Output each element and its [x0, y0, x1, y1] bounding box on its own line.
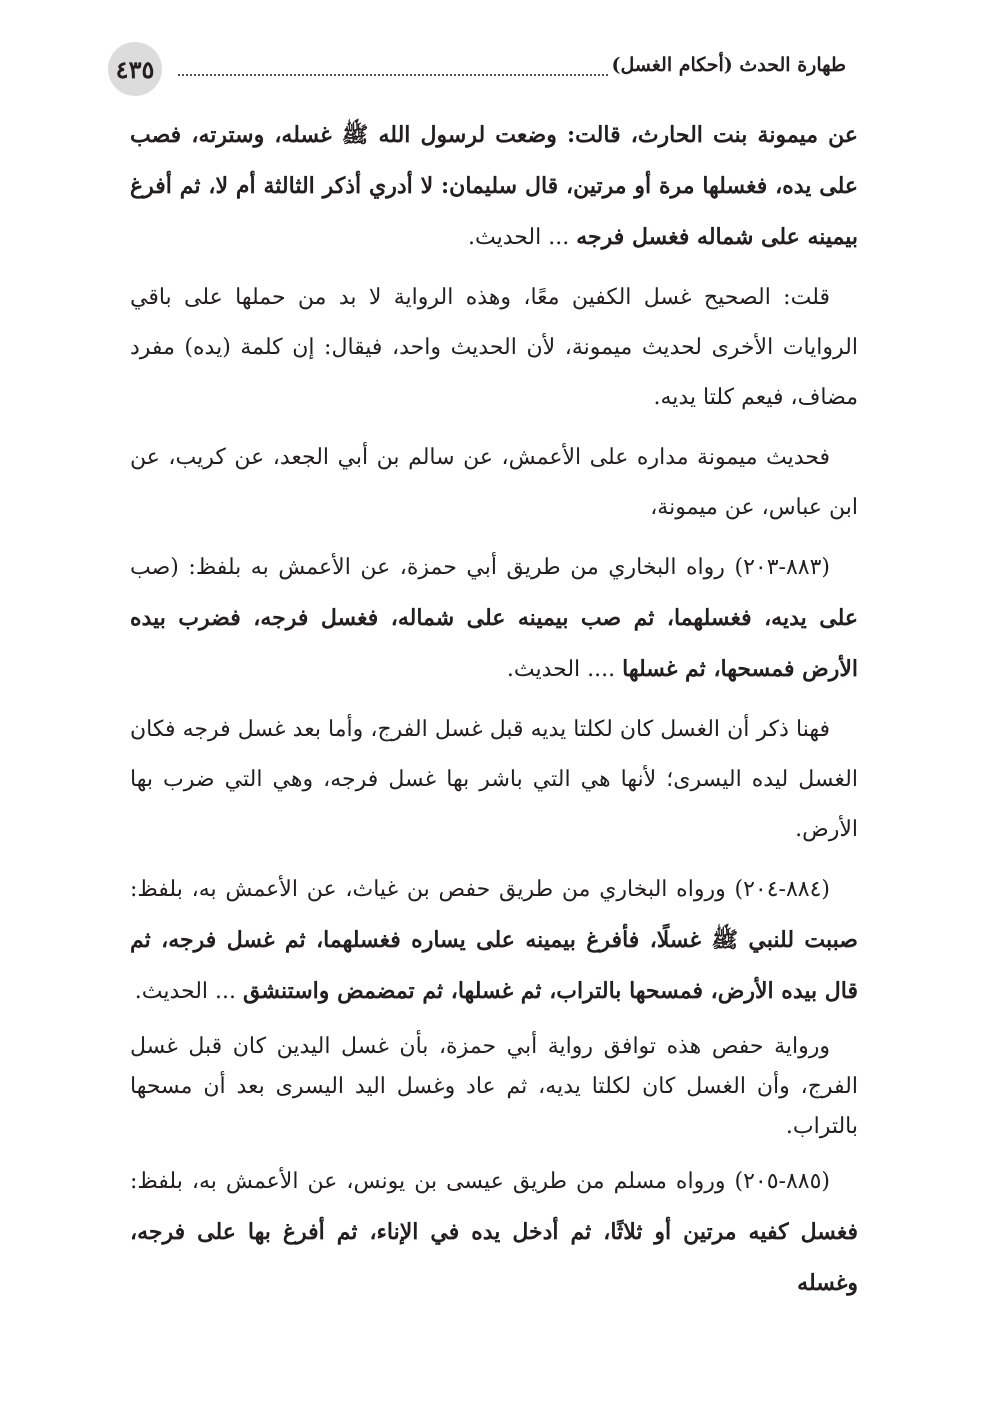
hadith-text: صببت للنبي ﷺ غسلًا، فأفرغ بيمينه على يساره فغسلهما، ثم غسل فرجه، ثم قال بيده الأرض، فمسحها بالتراب، ثم غسلها، ثم تمضمض واستنشق — [130, 927, 858, 1004]
running-title: طهارة الحدث (أحكام الغسل) — [608, 54, 846, 76]
paragraph-text: (٨٨٣-٢٠٣) رواه البخاري من طريق أبي حمزة، عن الأعمش به بلفظ: (صب — [130, 555, 830, 580]
paragraph-tail: ... الحديث. — [134, 979, 236, 1004]
page-header — [108, 42, 846, 98]
paragraph-6 — [130, 865, 858, 1017]
paragraph-text: فحديث ميمونة مداره على الأعمش، عن سالم بن أبي الجعد، عن كريب، عن ابن عباس، عن ميمونة، — [130, 445, 858, 520]
paragraph-tail: .... الحديث. — [506, 657, 616, 682]
hadith-text: عن ميمونة بنت الحارث، قالت: وضعت لرسول الله ﷺ غسله، وسترته، فصب على يده، فغسلها مرة أو مرتين، قال سليمان: لا أدري أذكر الثالثة أم لا، ثم أفرغ بيمينه على شماله فغسل فرجه — [130, 122, 858, 250]
paragraph-8 — [130, 1157, 858, 1309]
paragraph-2 — [130, 273, 858, 423]
paragraph-text: ... الحديث. — [467, 225, 570, 250]
page-number-badge — [108, 42, 162, 96]
paragraph-3 — [130, 433, 858, 533]
paragraph-7 — [130, 1027, 858, 1147]
paragraph-text: ورواية حفص هذه توافق رواية أبي حمزة، بأن غسل اليدين كان قبل غسل الفرج، وأن الغسل كان لكلتا يديه، ثم عاد وغسل اليد اليسرى بعد أن مسحها بالتراب. — [130, 1034, 858, 1139]
hadith-text: على يديه، فغسلهما، ثم صب بيمينه على شماله، فغسل فرجه، فضرب بيده الأرض فمسحها، ثم غسلها — [130, 605, 858, 682]
paragraph-text: قلت: الصحيح غسل الكفين معًا، وهذه الرواية لا بد من حملها على باقي الروايات الأخرى لحديث ميمونة، لأن الحديث واحد، فيقال: إن كلمة (يده) مفرد مضاف، فيعم كلتا يديه. — [130, 285, 858, 410]
page-number: ٤٣٥ — [115, 54, 155, 84]
paragraph-5 — [130, 705, 858, 855]
page-body — [130, 110, 858, 1319]
paragraph-text: (٨٨٤-٢٠٤) ورواه البخاري من طريق حفص بن غياث، عن الأعمش به، بلفظ: — [130, 877, 830, 902]
paragraph-1 — [130, 110, 858, 263]
paragraph-text: فهنا ذكر أن الغسل كان لكلتا يديه قبل غسل الفرج، وأما بعد غسل فرجه فكان الغسل ليده اليسرى؛ لأنها هي التي باشر بها غسل فرجه، وهي التي ضرب بها الأرض. — [130, 717, 858, 842]
hadith-text: فغسل كفيه مرتين أو ثلاثًا، ثم أدخل يده في الإناء، ثم أفرغ بها على فرجه، وغسله — [130, 1219, 858, 1296]
paragraph-4 — [130, 543, 858, 695]
paragraph-text: (٨٨٥-٢٠٥) ورواه مسلم من طريق عيسى بن يونس، عن الأعمش به، بلفظ: — [130, 1169, 830, 1194]
header-dotted-rule — [178, 74, 636, 76]
